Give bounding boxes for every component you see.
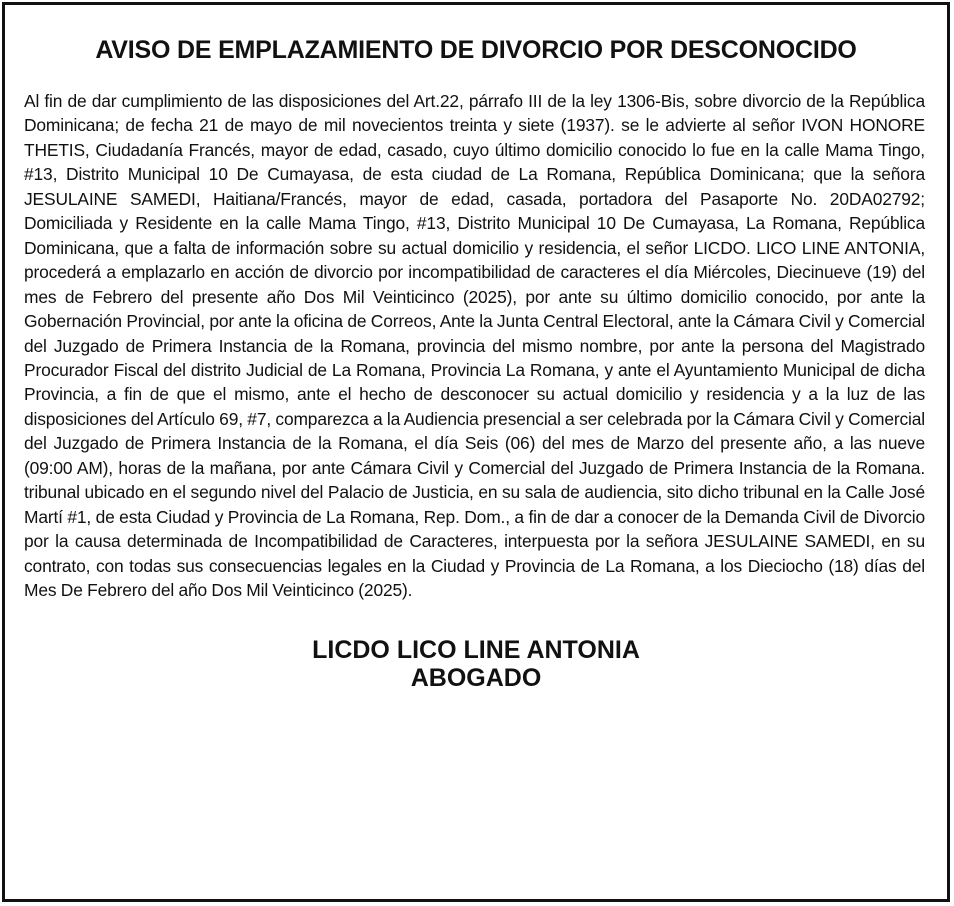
signature-name: LICDO LICO LINE ANTONIA [312,635,640,664]
signature-block [5,636,947,692]
notice-body: Al fin de dar cumplimiento de las disposiciones del Art.22, párrafo III de la ley 1306-Bis, sobre divorcio de la República Dominicana; de fecha 21 de mayo de mil novecientos treinta y siete (1937). se le advierte al señor IVON HONORE THETIS, Ciudadanía Francés, mayor de edad, casado, cuyo último domicilio conocido lo fue en la calle Mama Tingo, #13, Distrito Municipal 10 De Cumayasa, de esta ciudad de La Romana, República Dominicana; que la señora JESULAINE SAMEDI, Haitiana/Francés, mayor de edad, casada, portadora del Pasaporte No. 20DA02792; Domiciliada y Residente en la calle Mama Tingo, #13, Distrito Municipal 10 De Cumayasa, La Romana, República Dominicana, que a falta de información sobre su actual domicilio y residencia, el señor LICDO. LICO LINE ANTONIA, procederá a emplazarlo en acción de divorcio por incompatibilidad de caracteres el día Miércoles, Diecinueve (19) del mes de Febrero del presente año Dos Mil Veinticinco (2025), por ante su último domicilio conocido, por ante la Gobernación Provincial, por ante la oficina de Correos, Ante la Junta Central Electoral, ante la Cámara Civil y Comercial del Juzgado de Primera Instancia de la Romana, provincia del mismo nombre, por ante la persona del Magistrado Procurador Fiscal del distrito Judicial de La Romana, Provincia La Romana, y ante el Ayuntamiento Municipal de dicha Provincia, a fin de que el mismo, ante el hecho de desconocer su actual domicilio y residencia y a la luz de las disposiciones del Artículo 69, #7, comparezca a la Audiencia presencial a ser celebrada por la Cámara Civil y Comercial del Juzgado de Primera Instancia de la Romana, el día Seis (06) del mes de Marzo del presente año, a las nueve (09:00 AM), horas de la mañana, por ante Cámara Civil y Comercial del Juzgado de Primera Instancia de la Romana. tribunal ubicado en el segundo nivel del Palacio de Justicia, en su sala de audiencia, sito dicho tribunal en la Calle José Martí #1, de esta Ciudad y Provincia de La Romana, Rep. Dom., a fin de dar a conocer de la Demanda Civil de Divorcio por la causa determinada de Incompatibilidad de Caracteres, interpuesta por la señora JESULAINE SAMEDI, en su contrato, con todas sus consecuencias legales en la Ciudad y Provincia de La Romana, a los Dieciocho (18) días del Mes De Febrero del año Dos Mil Veinticinco (2025). [24,91,925,601]
legal-notice [2,2,950,902]
notice-title: AVISO DE EMPLAZAMIENTO DE DIVORCIO POR DESCONOCIDO [95,36,857,64]
signature-role: ABOGADO [410,663,542,692]
